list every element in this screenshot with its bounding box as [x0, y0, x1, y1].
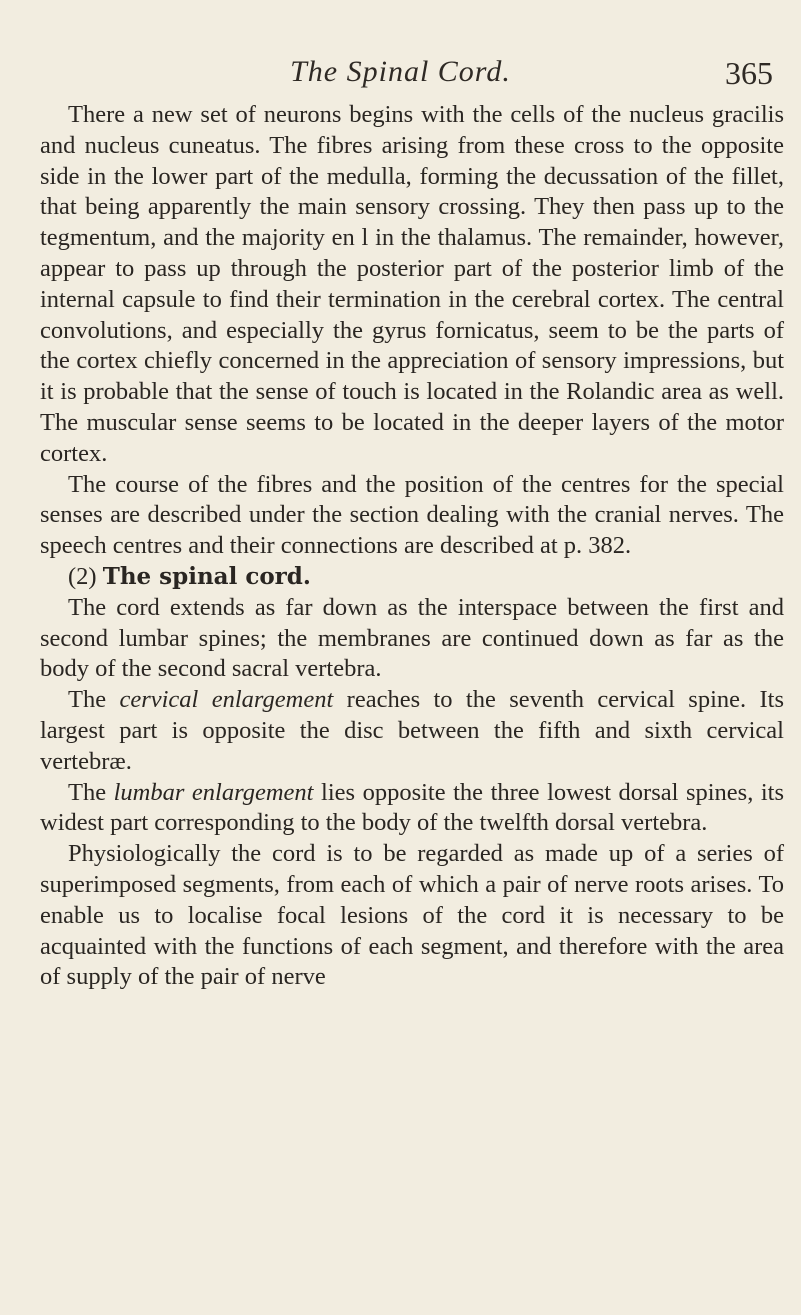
page-number: 365: [725, 55, 773, 91]
paragraph-special-senses: The course of the fibres and the position of the centres for the special senses are described under the section dealing with the cranial nerves. The speech centres and their connections are described at p. 382.: [40, 470, 784, 560]
paragraph-segments: Physiologically the cord is to be regarded as made up of a series of superimposed segments, from each of which a pair of nerve roots arises. To enable us to localise focal lesions of the cord it is necessary to be acquainted with the functions of each segment, and therefore with the area of supply of the pair of nerve: [40, 840, 784, 991]
paragraph-lumbar-enlargement: [40, 778, 784, 840]
section-title: The spinal cord.: [102, 562, 311, 590]
section-heading: [40, 562, 784, 593]
body-text: [40, 100, 784, 993]
cervical-rest: reaches to the seventh cervical spine. Its largest part is opposite the disc between the fifth and sixth cervical vertebræ.: [40, 686, 785, 775]
paragraph-cord-extent: The cord extends as far down as the interspace between the first and second lumbar spines; the membranes are continued down as far as the body of the second sacral vertebra.: [40, 593, 784, 683]
lumbar-lead: The: [68, 778, 114, 806]
cervical-lead: The: [68, 686, 120, 714]
lumbar-term: lumbar enlargement: [113, 778, 314, 806]
lumbar-rest: lies opposite the three lowest dorsal spines, its widest part corresponding to the body of the twelfth dorsal vertebra.: [40, 778, 785, 837]
paragraph-neurons: There a new set of neurons begins with the cells of the nucleus gracilis and nucleus cuneatus. The fibres arising from these cross to the opposite side in the lower part of the medulla, forming the decussation of the fillet, that being apparently the main sensory crossing. They then pass up to the tegmentum, and the majority en l in the thalamus. The remainder, however, appear to pass up through the posterior part of the posterior limb of the internal capsule to find their termination in the cerebral cortex. The central convolutions, and especially the gyrus fornicatus, seem to be the parts of the cortex chiefly concerned in the appreciation of sensory impressions, but it is probable that the sense of touch is located in the Rolandic area as well. The muscular sense seems to be located in the deeper layers of the motor cortex.: [40, 101, 784, 467]
section-number: (2): [68, 562, 97, 590]
cervical-term: cervical enlargement: [119, 686, 334, 714]
paragraph-cervical-enlargement: [40, 685, 784, 777]
running-head: [0, 55, 801, 95]
running-title: The Spinal Cord.: [290, 55, 511, 88]
